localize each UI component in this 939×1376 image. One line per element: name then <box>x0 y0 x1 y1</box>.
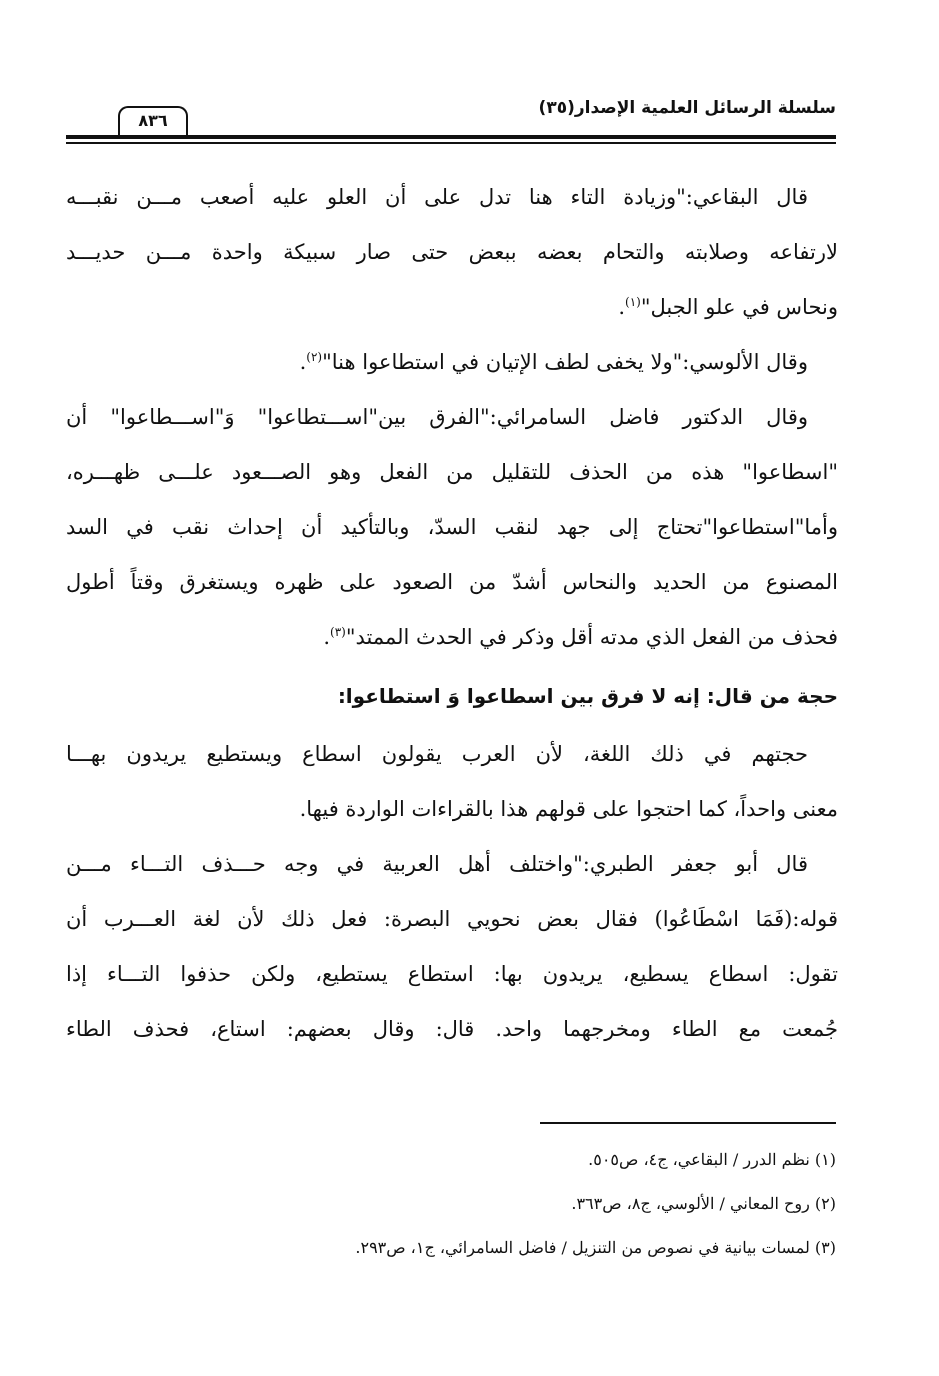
text-run: ونحاس في علو الجبل" <box>640 295 838 319</box>
period: . <box>618 295 625 319</box>
text-run: وقال الألوسي:"ولا يخفى لطف الإتيان في استطاعوا هنا" <box>322 350 808 374</box>
running-header <box>66 92 836 148</box>
text-line: لارتفاعه وصلابته والتحام بعضه ببعض حتى صار سبيكة واحدة مـــن حديـــد <box>66 240 838 264</box>
section-heading: حجة من قال: إنه لا فرق بين اسطاعوا وَ استطاعوا: <box>337 684 838 708</box>
footnote-marker: (٢) <box>306 350 323 364</box>
footnotes <box>200 1138 836 1270</box>
text-run: فحذف من الفعل الذي مدته أقل وذكر في الحدث الممتد" <box>345 625 838 649</box>
header-rule-thick <box>66 135 836 139</box>
footnote: (١) نظم الدرر / البقاعي، ج٤، ص٥٠٥. <box>588 1150 836 1169</box>
text-line: جُمعت مع الطاء ومخرجهما واحد. قال: وقال بعضهم: استاع، فحذف الطاء <box>66 1017 838 1041</box>
text-line <box>66 280 838 335</box>
footnote-marker: (٣) <box>330 625 346 639</box>
text-line: قوله:(فَمَا اسْطَاعُوا) فقال بعض نحويي البصرة: فعل ذلك لأن لغة العـــرب أن <box>66 907 838 931</box>
body-text <box>66 170 838 1057</box>
period: . <box>299 350 307 374</box>
text-line: وقال الدكتور فاضل السامرائي:"الفرق بين"اســـتطاعوا" وَ"اســـطاعوا" أن <box>66 405 808 429</box>
text-line: وأما"استطاعوا"تحتاج إلى جهد لنقب السدّ، وبالتأكيد أن إحداث نقب في السد <box>66 515 838 539</box>
text-line: حجتهم في ذلك اللغة، لأن العرب يقولون اسطاع ويستطيع يريدون بهـــا <box>66 742 808 766</box>
footnote-marker: (١) <box>625 295 641 309</box>
text-line: تقول: اسطاع يسطيع، يريدون بها: استطاع يستطيع، ولكن حذفوا التـــاء إذا <box>66 962 838 986</box>
text-line: المصنوع من الحديد والنحاس أشدّ من الصعود على ظهره ويستغرق وقتاً أطول <box>66 570 838 594</box>
text-line: قال أبو جعفر الطبري:"واختلف أهل العربية في وجه حـــذف التـــاء مـــن <box>66 852 808 876</box>
text-line: "اسطاعوا" هذه من الحذف للتقليل من الفعل وهو الصـــعود علـــى ظهـــره، <box>66 460 838 484</box>
footnote: (٣) لمسات بيانية في نصوص من التنزيل / فاضل السامرائي، ج١، ص٢٩٣. <box>355 1238 836 1257</box>
series-title: سلسلة الرسائل العلمية الإصدار(٣٥) <box>538 98 836 118</box>
page-number: ٨٣٦ <box>118 106 188 136</box>
header-rule-thin <box>66 142 836 144</box>
text-line <box>66 610 838 665</box>
text-line: معنى واحداً، كما احتجوا على قولهم هذا بالقراءات الواردة فيها. <box>299 797 838 821</box>
footnote-separator <box>540 1122 836 1124</box>
footnote: (٢) روح المعاني / الألوسي، ج٨، ص٣٦٣. <box>571 1194 836 1213</box>
period: . <box>323 625 330 649</box>
text-line: قال البقاعي:"وزيادة التاء هنا تدل على أن العلو عليه أصعب مـــن نقبـــه <box>66 185 808 209</box>
text-line <box>66 335 838 390</box>
